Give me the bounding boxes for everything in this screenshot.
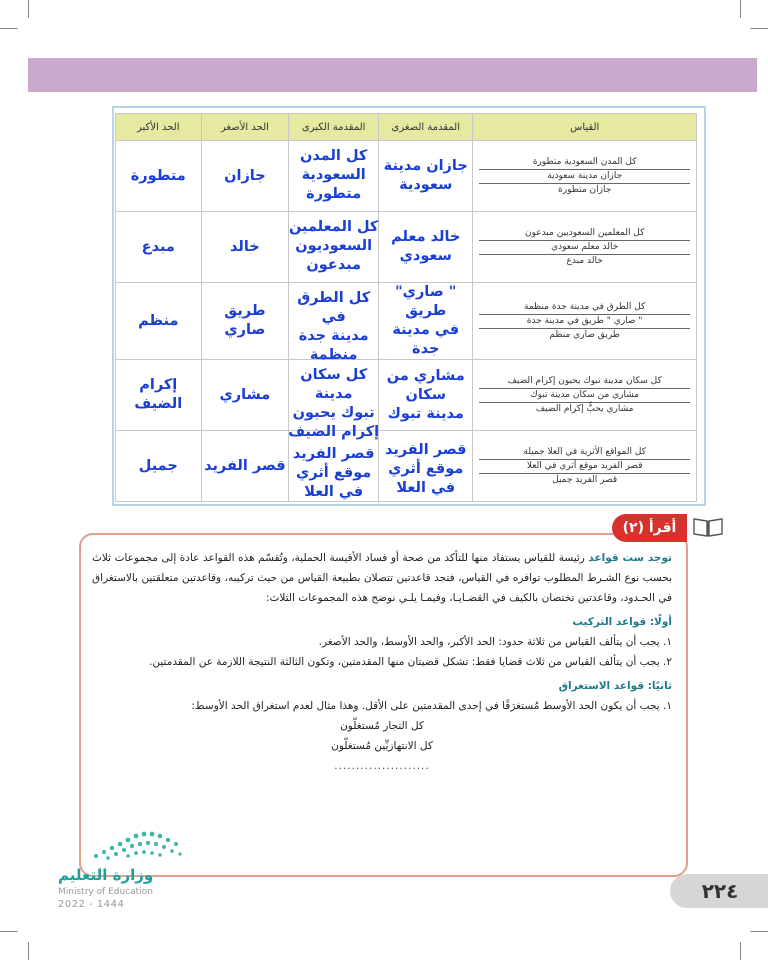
- crop-mark: [28, 0, 29, 18]
- rule-item: ٢. يجب أن يتألف القياس من ثلاث قضايا فقط: تشكل قضيتان منها المقدمتين، وتكون الثالثة النتيجة اللازمة عن المقدمتين.: [149, 656, 672, 668]
- handwritten-answer: طريق صاري: [224, 303, 266, 338]
- syllogism-line: مشاري من سكان مدينة تبوك: [479, 389, 690, 403]
- handwritten-answer: كل الطرق في مدينة جدة منظمة: [297, 290, 371, 363]
- major-premise-cell: [289, 212, 379, 283]
- handwritten-answer: مبدع: [141, 238, 175, 255]
- open-book-icon: [692, 516, 724, 538]
- crop-mark: [750, 28, 768, 29]
- handwritten-answer: كل المدن السعودية متطورة: [300, 148, 368, 202]
- example-dots: ......................: [334, 760, 430, 772]
- handwritten-answer: كل المعلمين السعوديون مبدعون: [288, 219, 379, 273]
- header-major-term: الحد الأكبر: [116, 114, 202, 141]
- minor-term-cell: [201, 431, 289, 502]
- syllogism-line: جازان متطورة: [558, 184, 612, 195]
- crop-mark: [740, 0, 741, 18]
- syllogism-line: مشاري يحبُّ إكرام الضيف: [535, 403, 634, 414]
- ministry-name-ar: وزارة التعليم: [58, 866, 154, 884]
- header-minor-term: الحد الأصغر: [201, 114, 289, 141]
- example-line: كل التجار مُستغلّون: [340, 720, 424, 732]
- example-block: [92, 716, 672, 776]
- syllogism-line: كل المعلمين السعوديين مبدعون: [479, 227, 690, 241]
- table-row: [116, 431, 697, 502]
- page-number: ٢٢٤: [670, 874, 768, 908]
- handwritten-answer: منظم: [138, 312, 179, 329]
- ministry-logo: [58, 826, 188, 916]
- header-band: [28, 58, 757, 92]
- crop-mark: [0, 28, 18, 29]
- syllogism-line: طريق صاري منظم: [549, 329, 620, 340]
- crop-mark: [0, 931, 18, 932]
- table-row: [116, 283, 697, 360]
- syllogism-cell: [473, 141, 697, 212]
- handwritten-answer: قصر الفريد موقع أثري في العلا: [384, 442, 467, 496]
- minor-premise-cell: [379, 360, 473, 431]
- handwritten-answer: كل سكان مدينة تبوك يحبون إكرام الضيف: [288, 367, 380, 440]
- handwritten-answer: مشاري من سكان مدينة تبوك: [386, 367, 465, 422]
- minor-premise-cell: [379, 431, 473, 502]
- edition-year: 2022 - 1444: [58, 899, 125, 910]
- header-syllogism: القياس: [473, 114, 697, 141]
- intro-rest: رئيسة للقياس يستفاد منها للتأكد من صحة أو فساد الأقيسة الحملية، وتُقسّم هذه القواعد عادة إلى مجموعات ثلاث بحسب نوع الشـرط المطلوب توافره في القياس، فتجد قاعدتين تتصلان بطبيعة القياس من حيث تركيبه، وقاعدتين متعلقتين بالاستغراق في الحـدود، وقاعدتين تختصان بالكيف في القضـايـا، وفيمـا يلـي نوضح هذه المجموعات الثلاث:: [92, 552, 672, 604]
- minor-term-cell: [201, 360, 289, 431]
- section-title-distribution: ثانيًا: قواعد الاستغراق: [558, 680, 672, 692]
- table-row: [116, 212, 697, 283]
- major-premise-cell: [289, 283, 379, 363]
- rule-item: ١. يجب أن يتألف القياس من ثلاثة حدود: الحد الأكبر، والحد الأوسط، والحد الأصغر.: [318, 636, 672, 648]
- syllogism-cell: [473, 212, 697, 283]
- syllogism-cell: [473, 360, 697, 431]
- reading-tag: أقرأ (٢): [612, 514, 687, 542]
- handwritten-answer: " صاري" طريق في مدينة جدة: [392, 284, 460, 357]
- syllogism-line: كل سكان مدينة تبوك يحبون إكرام الضيف: [479, 375, 690, 389]
- handwritten-answer: جازان مدينة سعودية: [383, 158, 468, 193]
- major-term-cell: [116, 360, 202, 431]
- handwritten-answer: قصر الفريد موقع أثري في العلا: [292, 446, 375, 500]
- major-term-cell: [116, 212, 202, 283]
- syllogism-table: [115, 113, 697, 502]
- handwritten-answer: قصر الفريد: [204, 457, 286, 474]
- header-major-premise: المقدمة الكبرى: [289, 114, 379, 141]
- syllogism-line: كل الطرق في مدينة جدة منظمة: [479, 301, 690, 315]
- minor-term-cell: [201, 283, 289, 360]
- crop-mark: [28, 942, 29, 960]
- ministry-logo-dots-icon: [86, 826, 186, 864]
- major-term-cell: [116, 431, 202, 502]
- handwritten-answer: إكرام الضيف: [134, 377, 183, 412]
- table-row: [116, 141, 697, 212]
- intro-lead: توجد ست قواعد: [588, 552, 672, 564]
- syllogism-line: " صاري " طريق في مدينة جدة: [479, 315, 690, 329]
- handwritten-answer: متطورة: [130, 167, 186, 184]
- major-premise-cell: [289, 431, 379, 502]
- major-premise-cell: [289, 141, 379, 212]
- syllogism-line: قصر الفريد جميل: [552, 474, 618, 485]
- table-row: [116, 360, 697, 431]
- crop-mark: [750, 931, 768, 932]
- rule-item: ١. يجب أن يكون الحد الأوسط مُستغرَقًا في إحدى المقدمتين على الأقل. وهذا مثال لعدم استغراق الحد الأوسط:: [191, 700, 672, 712]
- handwritten-answer: جازان: [224, 167, 266, 184]
- crop-mark: [740, 942, 741, 960]
- syllogism-line: خالد معلم سعودي: [479, 241, 690, 255]
- syllogism-cell: [473, 283, 697, 360]
- intro-paragraph: [92, 548, 672, 608]
- ministry-name-en: Ministry of Education: [58, 887, 153, 897]
- minor-term-cell: [201, 212, 289, 283]
- minor-premise-cell: [379, 141, 473, 212]
- syllogism-line: كل المواقع الأثرية في العلا جميلة: [479, 446, 690, 460]
- handwritten-answer: خالد معلم سعودي: [391, 229, 461, 264]
- major-term-cell: [116, 283, 202, 360]
- major-premise-cell: [288, 360, 380, 440]
- syllogism-line: خالد مبدع: [566, 255, 603, 266]
- minor-premise-cell: [379, 283, 473, 360]
- minor-premise-cell: [379, 212, 473, 283]
- header-minor-premise: المقدمة الصغرى: [379, 114, 473, 141]
- major-term-cell: [116, 141, 202, 212]
- syllogism-line: قصر الفريد موقع أثري في العلا: [479, 460, 690, 474]
- minor-term-cell: [201, 141, 289, 212]
- example-line: كل الانتهازيِّين مُستغلّون: [331, 740, 433, 752]
- handwritten-answer: جميل: [138, 457, 178, 474]
- handwritten-answer: مشاري: [219, 386, 271, 403]
- syllogism-cell: [473, 431, 697, 502]
- syllogism-line: جازان مدينة سعودية: [479, 170, 690, 184]
- section-title-composition: أولًا: قواعد التركيب: [572, 616, 672, 628]
- handwritten-answer: خالد: [230, 238, 260, 255]
- reading-text: [92, 548, 672, 776]
- syllogism-line: كل المدن السعودية متطورة: [479, 156, 690, 170]
- table-header-row: [116, 114, 697, 141]
